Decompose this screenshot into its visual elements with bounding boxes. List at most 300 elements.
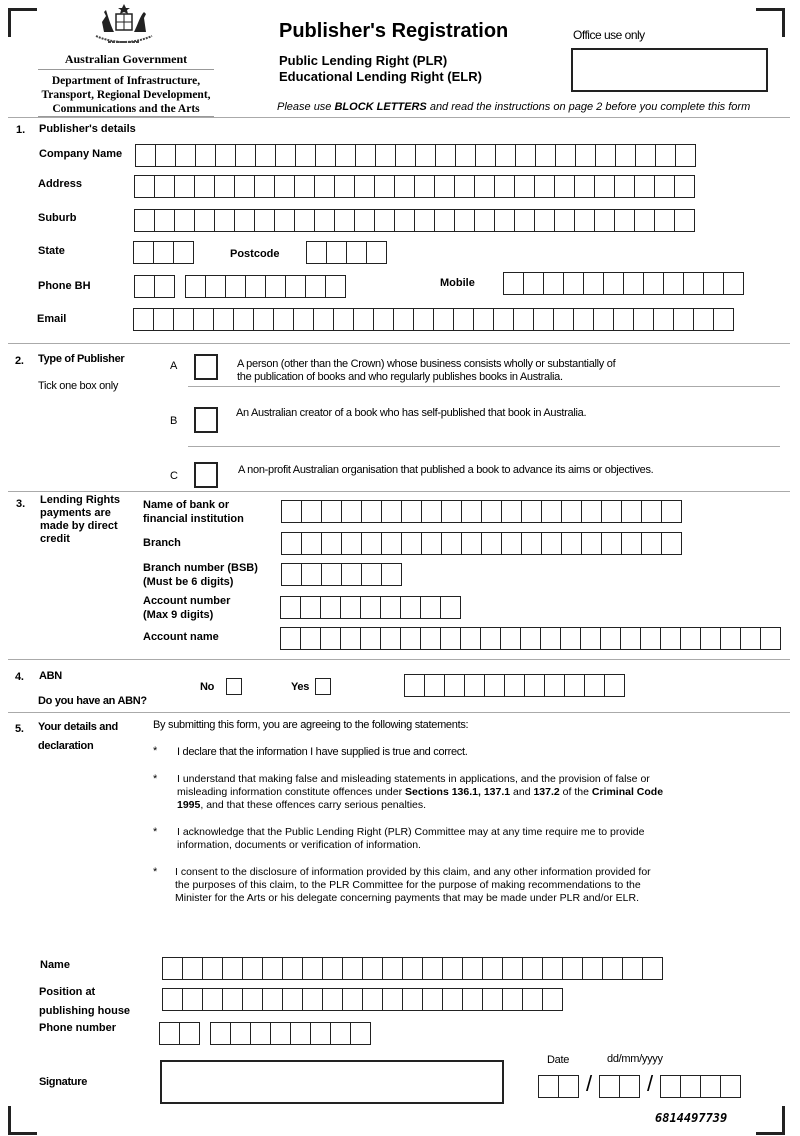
character-box[interactable] [286, 276, 306, 297]
character-box[interactable] [155, 276, 174, 297]
publisher-type-a-checkbox[interactable] [194, 354, 218, 380]
character-box[interactable] [615, 210, 635, 231]
character-box[interactable] [595, 176, 615, 197]
character-box[interactable] [434, 309, 454, 330]
character-box[interactable] [375, 176, 395, 197]
character-box[interactable] [442, 501, 462, 522]
character-box[interactable] [155, 210, 175, 231]
character-box[interactable] [536, 145, 556, 166]
character-box[interactable] [214, 309, 234, 330]
character-box[interactable] [403, 989, 423, 1010]
character-box[interactable] [721, 1076, 740, 1097]
character-box[interactable] [223, 958, 243, 979]
character-box[interactable] [174, 242, 193, 263]
character-box[interactable] [302, 501, 322, 522]
character-box[interactable] [423, 958, 443, 979]
character-box[interactable] [483, 989, 503, 1010]
character-box[interactable] [395, 210, 415, 231]
character-box[interactable] [522, 533, 542, 554]
character-box[interactable] [254, 309, 274, 330]
character-box[interactable] [402, 501, 422, 522]
character-box[interactable] [236, 145, 256, 166]
character-box[interactable] [583, 958, 603, 979]
character-box[interactable] [275, 210, 295, 231]
character-box[interactable] [541, 628, 561, 649]
character-box[interactable] [535, 176, 555, 197]
character-box[interactable] [251, 1023, 271, 1044]
character-box[interactable] [301, 597, 321, 618]
character-box[interactable] [381, 597, 401, 618]
character-box[interactable] [396, 145, 416, 166]
character-box[interactable] [301, 628, 321, 649]
character-box[interactable] [255, 176, 275, 197]
character-box[interactable] [381, 628, 401, 649]
character-box[interactable] [422, 501, 442, 522]
character-box[interactable] [654, 309, 674, 330]
signature-box[interactable] [160, 1060, 504, 1104]
character-box[interactable] [195, 176, 215, 197]
character-box[interactable] [136, 145, 156, 166]
character-box[interactable] [206, 276, 226, 297]
character-box[interactable] [243, 989, 263, 1010]
character-box[interactable] [367, 242, 386, 263]
character-box[interactable] [602, 533, 622, 554]
character-box[interactable] [323, 989, 343, 1010]
character-box[interactable] [343, 958, 363, 979]
character-box[interactable] [714, 309, 733, 330]
character-box[interactable] [281, 597, 301, 618]
character-box[interactable] [675, 210, 694, 231]
character-box[interactable] [504, 273, 524, 294]
character-box[interactable] [303, 989, 323, 1010]
character-box[interactable] [615, 176, 635, 197]
character-box[interactable] [656, 145, 676, 166]
character-box[interactable] [601, 628, 621, 649]
character-box[interactable] [661, 1076, 681, 1097]
character-box[interactable] [476, 145, 496, 166]
phone-bh-area-input[interactable] [134, 275, 175, 298]
character-box[interactable] [602, 501, 622, 522]
character-box[interactable] [582, 501, 602, 522]
character-box[interactable] [163, 958, 183, 979]
character-box[interactable] [355, 210, 375, 231]
character-box[interactable] [383, 989, 403, 1010]
character-box[interactable] [516, 145, 536, 166]
character-box[interactable] [501, 628, 521, 649]
character-box[interactable] [334, 309, 354, 330]
character-box[interactable] [674, 309, 694, 330]
character-box[interactable] [295, 176, 315, 197]
character-box[interactable] [562, 533, 582, 554]
declarant-name-input[interactable] [162, 957, 663, 980]
character-box[interactable] [624, 273, 644, 294]
postcode-input[interactable] [306, 241, 387, 264]
character-box[interactable] [475, 176, 495, 197]
character-box[interactable] [542, 501, 562, 522]
character-box[interactable] [603, 958, 623, 979]
character-box[interactable] [661, 628, 681, 649]
character-box[interactable] [462, 501, 482, 522]
character-box[interactable] [623, 958, 643, 979]
character-box[interactable] [215, 210, 235, 231]
character-box[interactable] [341, 628, 361, 649]
character-box[interactable] [461, 628, 481, 649]
character-box[interactable] [421, 597, 441, 618]
character-box[interactable] [525, 675, 545, 696]
branch-input[interactable] [281, 532, 682, 555]
character-box[interactable] [282, 533, 302, 554]
character-box[interactable] [443, 958, 463, 979]
character-box[interactable] [315, 210, 335, 231]
character-box[interactable] [503, 958, 523, 979]
character-box[interactable] [435, 176, 455, 197]
character-box[interactable] [655, 210, 675, 231]
character-box[interactable] [155, 176, 175, 197]
character-box[interactable] [274, 309, 294, 330]
character-box[interactable] [523, 989, 543, 1010]
character-box[interactable] [502, 501, 522, 522]
character-box[interactable] [256, 145, 276, 166]
character-box[interactable] [186, 276, 206, 297]
character-box[interactable] [521, 628, 541, 649]
character-box[interactable] [174, 309, 194, 330]
character-box[interactable] [495, 176, 515, 197]
character-box[interactable] [283, 989, 303, 1010]
character-box[interactable] [463, 989, 483, 1010]
character-box[interactable] [234, 309, 254, 330]
character-box[interactable] [276, 145, 296, 166]
character-box[interactable] [684, 273, 704, 294]
character-box[interactable] [445, 675, 465, 696]
character-box[interactable] [675, 176, 694, 197]
character-box[interactable] [283, 958, 303, 979]
character-box[interactable] [183, 989, 203, 1010]
character-box[interactable] [321, 597, 341, 618]
character-box[interactable] [681, 1076, 701, 1097]
character-box[interactable] [347, 242, 367, 263]
character-box[interactable] [266, 276, 286, 297]
character-box[interactable] [401, 597, 421, 618]
character-box[interactable] [575, 176, 595, 197]
character-box[interactable] [362, 501, 382, 522]
state-input[interactable] [133, 241, 194, 264]
character-box[interactable] [382, 533, 402, 554]
character-box[interactable] [223, 989, 243, 1010]
character-box[interactable] [403, 958, 423, 979]
character-box[interactable] [565, 675, 585, 696]
character-box[interactable] [435, 210, 455, 231]
character-box[interactable] [462, 533, 482, 554]
character-box[interactable] [483, 958, 503, 979]
character-box[interactable] [456, 145, 476, 166]
character-box[interactable] [562, 501, 582, 522]
character-box[interactable] [604, 273, 624, 294]
character-box[interactable] [534, 309, 554, 330]
character-box[interactable] [231, 1023, 251, 1044]
character-box[interactable] [724, 273, 743, 294]
character-box[interactable] [535, 210, 555, 231]
character-box[interactable] [455, 210, 475, 231]
character-box[interactable] [482, 501, 502, 522]
phone-bh-number-input[interactable] [185, 275, 346, 298]
character-box[interactable] [271, 1023, 291, 1044]
character-box[interactable] [316, 145, 336, 166]
character-box[interactable] [559, 1076, 578, 1097]
character-box[interactable] [415, 210, 435, 231]
phone-number-input[interactable] [210, 1022, 371, 1045]
character-box[interactable] [235, 210, 255, 231]
character-box[interactable] [481, 628, 501, 649]
character-box[interactable] [642, 501, 662, 522]
character-box[interactable] [616, 145, 636, 166]
character-box[interactable] [275, 176, 295, 197]
character-box[interactable] [331, 1023, 351, 1044]
publisher-type-c-checkbox[interactable] [194, 462, 218, 488]
account-number-input[interactable] [280, 596, 461, 619]
character-box[interactable] [135, 276, 155, 297]
character-box[interactable] [416, 145, 436, 166]
character-box[interactable] [134, 242, 154, 263]
character-box[interactable] [555, 210, 575, 231]
character-box[interactable] [341, 597, 361, 618]
character-box[interactable] [455, 176, 475, 197]
character-box[interactable] [635, 210, 655, 231]
character-box[interactable] [561, 628, 581, 649]
character-box[interactable] [135, 210, 155, 231]
character-box[interactable] [180, 1023, 199, 1044]
character-box[interactable] [176, 145, 196, 166]
position-input[interactable] [162, 988, 563, 1011]
character-box[interactable] [216, 145, 236, 166]
character-box[interactable] [485, 675, 505, 696]
character-box[interactable] [402, 533, 422, 554]
character-box[interactable] [635, 176, 655, 197]
character-box[interactable] [383, 958, 403, 979]
character-box[interactable] [183, 958, 203, 979]
character-box[interactable] [311, 1023, 331, 1044]
character-box[interactable] [323, 958, 343, 979]
character-box[interactable] [442, 533, 462, 554]
character-box[interactable] [605, 675, 624, 696]
character-box[interactable] [634, 309, 654, 330]
abn-no-checkbox[interactable] [226, 678, 242, 695]
character-box[interactable] [296, 145, 316, 166]
character-box[interactable] [421, 628, 441, 649]
character-box[interactable] [211, 1023, 231, 1044]
character-box[interactable] [621, 628, 641, 649]
character-box[interactable] [361, 628, 381, 649]
character-box[interactable] [414, 309, 434, 330]
character-box[interactable] [156, 145, 176, 166]
character-box[interactable] [326, 276, 345, 297]
character-box[interactable] [354, 309, 374, 330]
character-box[interactable] [302, 564, 322, 585]
character-box[interactable] [235, 176, 255, 197]
character-box[interactable] [196, 145, 216, 166]
character-box[interactable] [563, 958, 583, 979]
character-box[interactable] [361, 597, 381, 618]
character-box[interactable] [574, 309, 594, 330]
character-box[interactable] [335, 210, 355, 231]
character-box[interactable] [694, 309, 714, 330]
character-box[interactable] [175, 210, 195, 231]
character-box[interactable] [315, 176, 335, 197]
character-box[interactable] [355, 176, 375, 197]
character-box[interactable] [522, 501, 542, 522]
character-box[interactable] [545, 675, 565, 696]
character-box[interactable] [303, 958, 323, 979]
date-month-input[interactable] [599, 1075, 640, 1098]
character-box[interactable] [382, 501, 402, 522]
character-box[interactable] [555, 176, 575, 197]
character-box[interactable] [594, 309, 614, 330]
character-box[interactable] [395, 176, 415, 197]
character-box[interactable] [154, 309, 174, 330]
character-box[interactable] [321, 628, 341, 649]
address-input[interactable] [134, 175, 695, 198]
character-box[interactable] [405, 675, 425, 696]
character-box[interactable] [636, 145, 656, 166]
character-box[interactable] [576, 145, 596, 166]
character-box[interactable] [463, 958, 483, 979]
company-name-input[interactable] [135, 144, 696, 167]
character-box[interactable] [382, 564, 401, 585]
character-box[interactable] [423, 989, 443, 1010]
character-box[interactable] [596, 145, 616, 166]
character-box[interactable] [575, 210, 595, 231]
character-box[interactable] [523, 958, 543, 979]
character-box[interactable] [154, 242, 174, 263]
character-box[interactable] [502, 533, 522, 554]
character-box[interactable] [475, 210, 495, 231]
character-box[interactable] [465, 675, 485, 696]
bsb-input[interactable] [281, 563, 402, 586]
character-box[interactable] [362, 533, 382, 554]
character-box[interactable] [327, 242, 347, 263]
character-box[interactable] [436, 145, 456, 166]
character-box[interactable] [375, 210, 395, 231]
character-box[interactable] [505, 675, 525, 696]
character-box[interactable] [226, 276, 246, 297]
account-name-input[interactable] [280, 627, 781, 650]
character-box[interactable] [701, 628, 721, 649]
character-box[interactable] [543, 958, 563, 979]
suburb-input[interactable] [134, 209, 695, 232]
character-box[interactable] [676, 145, 695, 166]
character-box[interactable] [585, 675, 605, 696]
character-box[interactable] [741, 628, 761, 649]
character-box[interactable] [664, 273, 684, 294]
character-box[interactable] [351, 1023, 370, 1044]
character-box[interactable] [243, 958, 263, 979]
character-box[interactable] [336, 145, 356, 166]
character-box[interactable] [363, 958, 383, 979]
character-box[interactable] [542, 533, 562, 554]
character-box[interactable] [620, 1076, 639, 1097]
character-box[interactable] [203, 989, 223, 1010]
character-box[interactable] [294, 309, 314, 330]
character-box[interactable] [595, 210, 615, 231]
character-box[interactable] [160, 1023, 180, 1044]
character-box[interactable] [343, 989, 363, 1010]
character-box[interactable] [394, 309, 414, 330]
character-box[interactable] [282, 564, 302, 585]
character-box[interactable] [134, 309, 154, 330]
character-box[interactable] [544, 273, 564, 294]
character-box[interactable] [614, 309, 634, 330]
character-box[interactable] [255, 210, 275, 231]
character-box[interactable] [600, 1076, 620, 1097]
mobile-input[interactable] [503, 272, 744, 295]
character-box[interactable] [543, 989, 562, 1010]
character-box[interactable] [295, 210, 315, 231]
character-box[interactable] [175, 176, 195, 197]
character-box[interactable] [495, 210, 515, 231]
character-box[interactable] [363, 989, 383, 1010]
abn-yes-checkbox[interactable] [315, 678, 331, 695]
email-input[interactable] [133, 308, 734, 331]
character-box[interactable] [443, 989, 463, 1010]
character-box[interactable] [503, 989, 523, 1010]
bank-name-input[interactable] [281, 500, 682, 523]
character-box[interactable] [554, 309, 574, 330]
character-box[interactable] [263, 958, 283, 979]
character-box[interactable] [335, 176, 355, 197]
phone-area-input[interactable] [159, 1022, 200, 1045]
character-box[interactable] [441, 597, 460, 618]
character-box[interactable] [655, 176, 675, 197]
character-box[interactable] [356, 145, 376, 166]
character-box[interactable] [643, 958, 662, 979]
character-box[interactable] [342, 501, 362, 522]
character-box[interactable] [163, 989, 183, 1010]
character-box[interactable] [194, 309, 214, 330]
character-box[interactable] [291, 1023, 311, 1044]
publisher-type-b-checkbox[interactable] [194, 407, 218, 433]
character-box[interactable] [422, 533, 442, 554]
character-box[interactable] [401, 628, 421, 649]
character-box[interactable] [704, 273, 724, 294]
character-box[interactable] [482, 533, 502, 554]
date-year-input[interactable] [660, 1075, 741, 1098]
character-box[interactable] [496, 145, 516, 166]
character-box[interactable] [539, 1076, 559, 1097]
character-box[interactable] [474, 309, 494, 330]
character-box[interactable] [584, 273, 604, 294]
character-box[interactable] [374, 309, 394, 330]
abn-input[interactable] [404, 674, 625, 697]
character-box[interactable] [362, 564, 382, 585]
character-box[interactable] [281, 628, 301, 649]
character-box[interactable] [322, 533, 342, 554]
character-box[interactable] [622, 533, 642, 554]
character-box[interactable] [302, 533, 322, 554]
character-box[interactable] [282, 501, 302, 522]
character-box[interactable] [701, 1076, 721, 1097]
character-box[interactable] [441, 628, 461, 649]
character-box[interactable] [642, 533, 662, 554]
character-box[interactable] [306, 276, 326, 297]
character-box[interactable] [524, 273, 544, 294]
character-box[interactable] [246, 276, 266, 297]
character-box[interactable] [195, 210, 215, 231]
character-box[interactable] [514, 309, 534, 330]
character-box[interactable] [215, 176, 235, 197]
character-box[interactable] [515, 210, 535, 231]
character-box[interactable] [564, 273, 584, 294]
character-box[interactable] [761, 628, 780, 649]
date-day-input[interactable] [538, 1075, 579, 1098]
